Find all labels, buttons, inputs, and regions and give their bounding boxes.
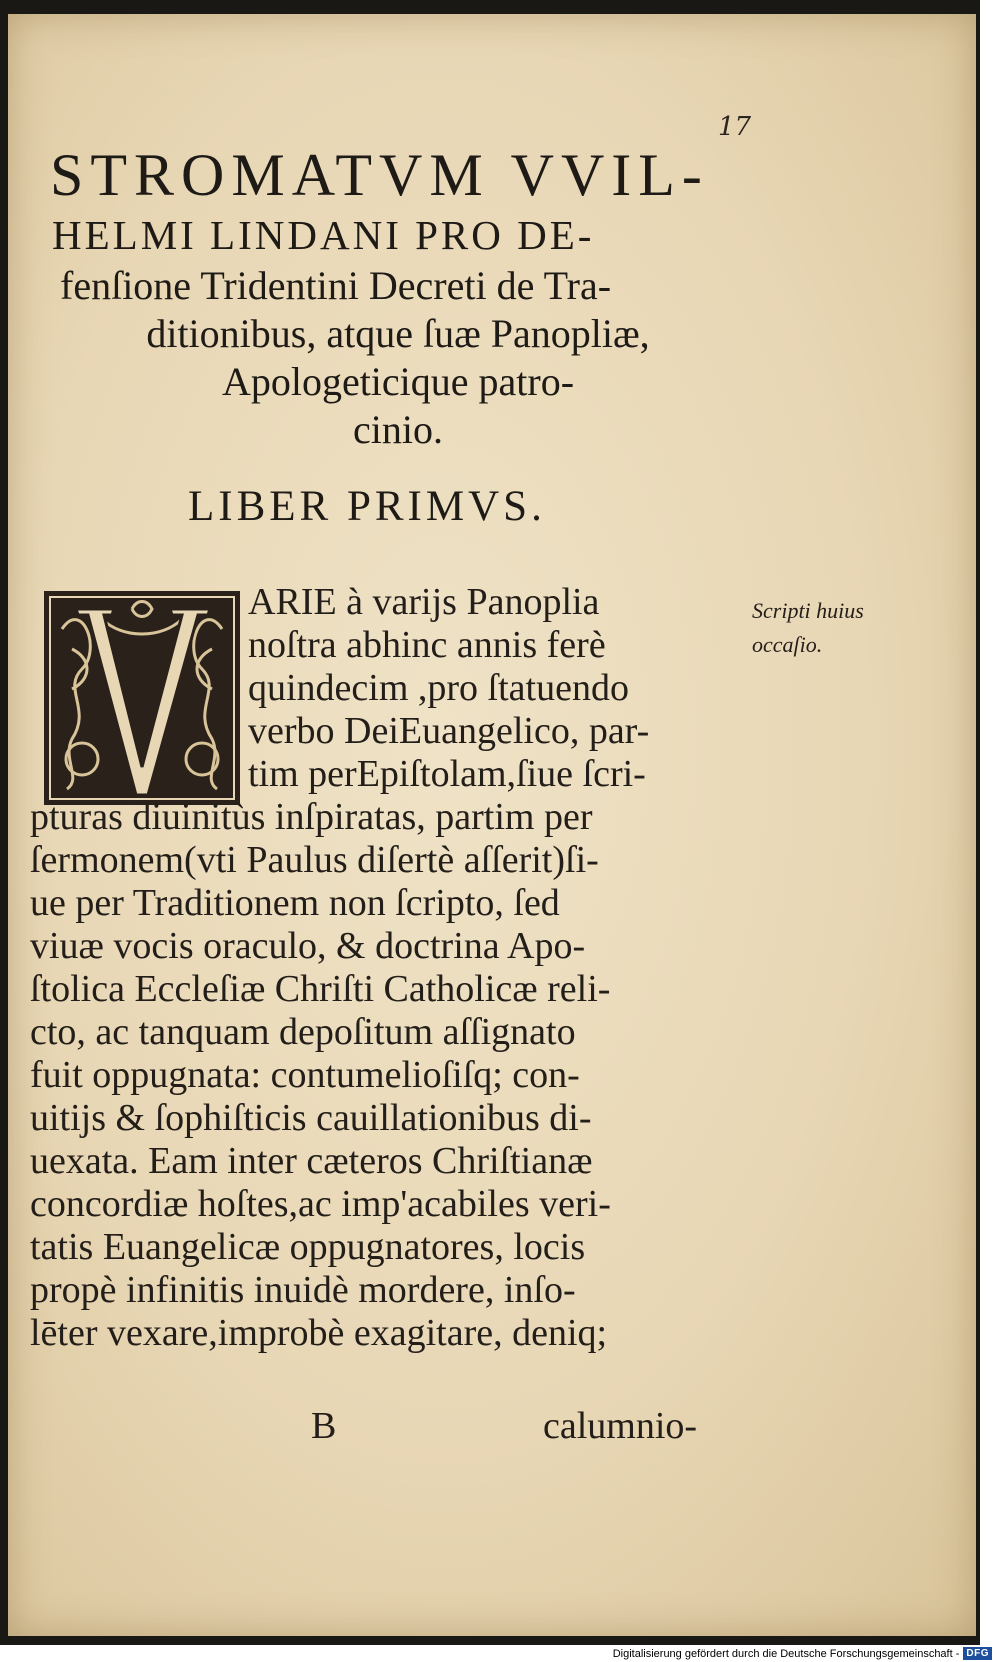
title-line: fenſione Tridentini Decreti de Tra- bbox=[60, 263, 612, 308]
body-line: fuit oppugnata: contumelioſiſq; con- bbox=[30, 1054, 580, 1096]
marginal-note bbox=[752, 594, 864, 662]
body-line: viuæ vocis oraculo, & doctrina Apo- bbox=[30, 925, 586, 967]
signature-mark: B bbox=[311, 1405, 337, 1447]
page-number: 17 bbox=[718, 112, 752, 142]
body-line: propè infinitis inuidè mordere, inſo- bbox=[30, 1269, 576, 1311]
body-line: ARIE à varijs Panoplia bbox=[248, 581, 600, 623]
body-line: uitijs & ſophiſticis cauillationibus di- bbox=[30, 1097, 592, 1139]
body-line: cto, ac tanquam depoſitum aſſignato bbox=[30, 1011, 576, 1053]
marginal-note-line: occaſio. bbox=[752, 632, 823, 657]
body-line: tim perEpiſtolam,ſiue ſcri- bbox=[248, 753, 646, 795]
dfg-logo: DFG bbox=[963, 1647, 992, 1660]
title-line: HELMI LINDANI PRO DE- bbox=[52, 212, 595, 258]
body-line: ue per Traditionem non ſcripto, ſed bbox=[30, 882, 560, 924]
body-line: verbo DeiEuangelico, par- bbox=[248, 710, 650, 752]
body-line: quindecim ,pro ſtatuendo bbox=[248, 667, 629, 709]
body-line: noſtra abhinc annis ferè bbox=[248, 624, 606, 666]
body-line: lēter vexare,improbè exagitare, deniq; bbox=[30, 1312, 608, 1354]
digitization-credit bbox=[613, 1647, 992, 1660]
body-line: concordiæ hoſtes,ac imp'acabiles veri- bbox=[30, 1183, 611, 1225]
title-line: STROMATVM VVIL- bbox=[50, 142, 709, 208]
page-title bbox=[38, 142, 758, 454]
marginal-note-line: Scripti huius bbox=[752, 598, 864, 623]
book-heading: LIBER PRIMVS. bbox=[188, 483, 546, 530]
body-line: tatis Euangelicæ oppugnatores, locis bbox=[30, 1226, 586, 1268]
decorated-initial-v bbox=[42, 589, 242, 807]
body-line: uexata. Eam inter cæteros Chriſtianæ bbox=[30, 1140, 593, 1182]
title-line: Apologeticique patro- bbox=[221, 359, 575, 404]
body-line: ſtolica Eccleſiæ Chriſti Catholicæ reli- bbox=[30, 968, 611, 1010]
title-line: cinio. bbox=[353, 407, 443, 452]
book-page bbox=[8, 14, 976, 1636]
body-line: pturas diuinitùs inſpiratas, partim per bbox=[30, 796, 593, 838]
title-line: ditionibus, atque ſuæ Panopliæ, bbox=[146, 311, 650, 356]
credit-text: Digitalisierung gefördert durch die Deutsche Forschungsgemeinschaft - bbox=[612, 1647, 960, 1660]
catchword: calumnio- bbox=[543, 1405, 698, 1447]
body-line: ſermonem(vti Paulus diſertè aſſerit)ſi- bbox=[30, 839, 599, 881]
